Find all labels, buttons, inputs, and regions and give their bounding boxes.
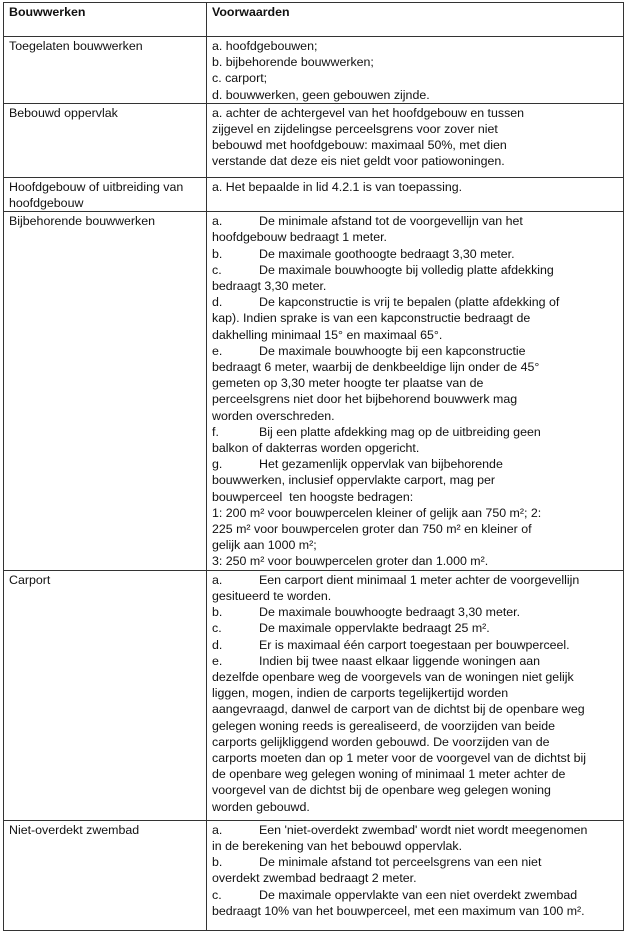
condition-text: gelijk aan 1000 m²; <box>212 538 317 553</box>
condition-text: carports moeten dan op 1 meter voor de voorgevel van de dichtst bij <box>212 750 586 765</box>
condition-line <box>212 505 618 521</box>
condition-text: bedraagt 10% van het bouwperceel, met een maximum van 100 m². <box>212 903 585 918</box>
condition-line <box>212 870 618 886</box>
condition-item <box>212 822 618 854</box>
condition-text: De minimale afstand tot perceelsgrens van een niet <box>259 855 542 870</box>
condition-line <box>212 653 618 669</box>
condition-text: Een 'niet-overdekt zwembad' wordt niet wordt meegenomen <box>259 822 588 837</box>
row-conditions-cell <box>207 103 624 177</box>
condition-text: De maximale goothoogte bedraagt 3,30 meter. <box>259 246 515 261</box>
condition-text: Bij een platte afdekking mag op de uitbreiding geen <box>259 424 541 439</box>
condition-line: zijgevel en zijdelingse perceelsgrens voor zover niet <box>212 122 498 137</box>
condition-text: liggen, mogen, indien de carports tegelijkertijd worden <box>212 686 509 701</box>
condition-line <box>212 766 618 782</box>
condition-text: gesitueerd te worden. <box>212 588 332 603</box>
condition-line <box>212 669 618 685</box>
header-voorwaarden: Voorwaarden <box>207 3 624 37</box>
condition-item <box>212 604 618 620</box>
item-letter: c. <box>212 887 222 902</box>
table-row <box>4 212 624 570</box>
condition-text: De minimale afstand tot de voorgevellijn van het <box>259 214 523 229</box>
condition-line <box>212 903 618 919</box>
condition-line <box>212 887 618 903</box>
condition-text: Indien bij twee naast elkaar liggende woningen aan <box>259 653 541 668</box>
condition-line <box>212 310 618 326</box>
condition-text: in de berekening van het bebouwd oppervlak. <box>212 838 463 853</box>
condition-text: De maximale oppervlakte bedraagt 25 m². <box>259 621 490 636</box>
condition-text: voorgevel van de dichtst bij de openbare weg gelegen woning <box>212 783 551 798</box>
condition-line <box>212 391 618 407</box>
row-label-line: hoofdgebouw <box>9 196 84 211</box>
condition-line <box>212 734 618 750</box>
condition-text: Er is maximaal één carport toegestaan per bouwperceel. <box>259 637 570 652</box>
condition-line <box>212 213 618 229</box>
condition-line <box>212 408 618 424</box>
row-label-cell <box>4 103 207 177</box>
condition-line: a. hoofdgebouwen; <box>212 39 318 53</box>
row-label: Toegelaten bouwwerken <box>9 39 143 53</box>
item-letter: d. <box>212 637 223 652</box>
condition-line <box>212 701 618 717</box>
condition-line <box>212 375 618 391</box>
condition-line: verstande dat deze eis niet geldt voor patiowoningen. <box>212 154 505 169</box>
condition-text: carports gelijkliggend worden gebouwd. De voorzijden van de <box>212 734 550 749</box>
condition-item <box>212 572 618 604</box>
condition-text: dezelfde openbare weg de voorgevels van de woningen niet gelijk <box>212 669 574 684</box>
row-conditions-cell <box>207 570 624 820</box>
condition-line <box>212 782 618 798</box>
item-letter: a. <box>212 214 223 229</box>
condition-text: Een carport dient minimaal 1 meter achter de voorgevellijn <box>259 572 580 587</box>
item-letter: d. <box>212 295 223 310</box>
row-conditions-cell <box>207 820 624 930</box>
condition-item <box>212 854 618 886</box>
condition-line <box>212 489 618 505</box>
condition-line <box>212 750 618 766</box>
condition-item <box>212 637 618 653</box>
item-letter: b. <box>212 605 223 620</box>
condition-line: a. Het bepaalde in lid 4.2.1 is van toepassing. <box>212 179 463 194</box>
item-letter: b. <box>212 246 223 261</box>
row-conditions-cell <box>207 212 624 570</box>
condition-line <box>212 440 618 456</box>
item-letter: e. <box>212 653 223 668</box>
condition-line <box>212 359 618 375</box>
item-letter: b. <box>212 855 223 870</box>
condition-item <box>212 620 618 636</box>
regulations-table <box>3 2 624 931</box>
condition-line <box>212 620 618 636</box>
item-letter: c. <box>212 621 222 636</box>
row-label-cell <box>4 570 207 820</box>
condition-line <box>212 799 618 815</box>
condition-line <box>212 262 618 278</box>
table-row <box>4 177 624 211</box>
condition-text: hoofdgebouw bedraagt 1 meter. <box>212 230 387 245</box>
condition-line <box>212 838 618 854</box>
condition-text: balkon of dakterras worden opgericht. <box>212 441 420 456</box>
condition-line <box>212 472 618 488</box>
row-label-cell <box>4 820 207 930</box>
condition-line <box>212 537 618 553</box>
condition-line <box>212 637 618 653</box>
row-label: Bebouwd oppervlak <box>9 105 118 120</box>
condition-text: 3: 250 m² voor bouwpercelen groter dan 1.000 m². <box>212 554 489 569</box>
item-letter: g. <box>212 457 223 472</box>
condition-item <box>212 213 618 245</box>
condition-line <box>212 854 618 870</box>
condition-text: 1: 200 m² voor bouwpercelen kleiner of gelijk aan 750 m²; 2: <box>212 505 542 520</box>
condition-text: perceelsgrens niet door het bijbehorend bouwwerk mag <box>212 392 518 407</box>
row-label-cell <box>4 177 207 211</box>
condition-item <box>212 653 618 815</box>
condition-text: De kapconstructie is vrij te bepalen (platte afdekking of <box>259 295 560 310</box>
condition-text: bedraagt 6 meter, waarbij de denkbeeldige lijn onder de 45° <box>212 360 540 375</box>
table-header-row <box>4 3 624 37</box>
header-bouwwerken: Bouwwerken <box>4 3 207 37</box>
condition-line <box>212 685 618 701</box>
item-letter: f. <box>212 424 219 439</box>
table-row <box>4 37 624 104</box>
condition-text: bedraagt 3,30 meter. <box>212 279 327 294</box>
row-label: Carport <box>9 572 51 587</box>
condition-text: worden gebouwd. <box>212 799 310 814</box>
condition-text: kap). Indien sprake is van een kapconstructie bedraagt de <box>212 311 531 326</box>
table-row <box>4 103 624 177</box>
condition-line <box>212 572 618 588</box>
item-letter: c. <box>212 262 222 277</box>
condition-line <box>212 604 618 620</box>
condition-line <box>212 521 618 537</box>
condition-item <box>212 294 618 343</box>
row-conditions-cell <box>207 37 624 104</box>
condition-line: a. achter de achtergevel van het hoofdgebouw en tussen <box>212 105 525 120</box>
condition-line <box>212 424 618 440</box>
row-label: Niet-overdekt zwembad <box>9 822 140 837</box>
condition-line <box>212 822 618 838</box>
item-letter: e. <box>212 343 223 358</box>
condition-text: worden overschreden. <box>212 408 335 423</box>
condition-text: 225 m² voor bouwpercelen groter dan 750 m² en kleiner of <box>212 522 532 537</box>
row-label-cell <box>4 37 207 104</box>
condition-text: De maximale bouwhoogte bij een kapconstructie <box>259 343 526 358</box>
condition-line: bebouwd met hoofdgebouw: maximaal 50%, met dien <box>212 138 507 153</box>
condition-text: overdekt zwembad bedraagt 2 meter. <box>212 871 417 886</box>
condition-line <box>212 278 618 294</box>
condition-line <box>212 343 618 359</box>
condition-line <box>212 718 618 734</box>
condition-text: de openbare weg gelegen woning of minimaal 1 meter achter de <box>212 767 566 782</box>
condition-line <box>212 553 618 569</box>
condition-text: De maximale bouwhoogte bedraagt 3,30 meter. <box>259 605 521 620</box>
condition-line <box>212 229 618 245</box>
condition-text: gelegen woning reeds is gerealiseerd, de voorzijden van beide <box>212 718 556 733</box>
row-label: Bijbehorende bouwwerken <box>9 214 156 229</box>
condition-line <box>212 456 618 472</box>
condition-item <box>212 343 618 424</box>
condition-text: bouwperceel ten hoogste bedragen: <box>212 489 414 504</box>
condition-line: c. carport; <box>212 71 268 86</box>
condition-line: b. bijbehorende bouwwerken; <box>212 55 374 70</box>
row-label-line: Hoofdgebouw of uitbreiding van <box>9 179 184 194</box>
row-label-cell <box>4 212 207 570</box>
table-body <box>4 37 624 931</box>
table-row <box>4 820 624 930</box>
item-letter: a. <box>212 822 223 837</box>
condition-text: gemeten op 3,30 meter hoogte ter plaatse van de <box>212 376 484 391</box>
row-conditions-cell <box>207 177 624 211</box>
condition-line <box>212 294 618 310</box>
condition-text: bouwwerken, inclusief oppervlakte carport, mag per <box>212 473 496 488</box>
condition-text: Het gezamenlijk oppervlak van bijbehorende <box>259 457 503 472</box>
condition-item <box>212 262 618 294</box>
condition-item <box>212 456 618 569</box>
condition-item <box>212 887 618 919</box>
condition-text: dakhelling minimaal 15° en maximaal 65°. <box>212 327 443 342</box>
item-letter: a. <box>212 572 223 587</box>
condition-text: De maximale oppervlakte van een niet overdekt zwembad <box>259 887 578 902</box>
condition-line <box>212 246 618 262</box>
condition-line <box>212 327 618 343</box>
condition-item <box>212 424 618 456</box>
condition-line <box>212 588 618 604</box>
condition-text: aangevraagd, danwel de carport van de dichtst bij de openbare weg <box>212 702 585 717</box>
condition-text: De maximale bouwhoogte bij volledig platte afdekking <box>259 262 554 277</box>
condition-line: d. bouwwerken, geen gebouwen zijnde. <box>212 87 430 102</box>
condition-item <box>212 246 618 262</box>
table-row <box>4 570 624 820</box>
